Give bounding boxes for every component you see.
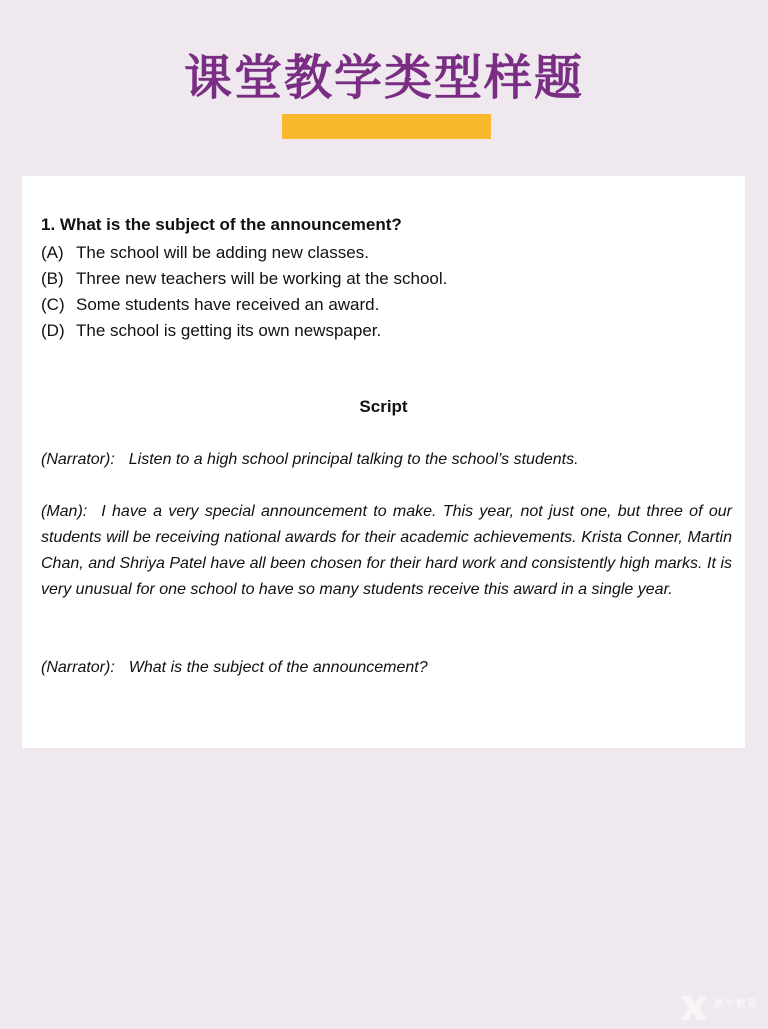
option-text: The school will be adding new classes.: [76, 243, 369, 262]
script-heading: Script: [359, 397, 408, 416]
logo-text: 犀牛教育: [714, 999, 758, 1010]
speaker-label: (Man):: [41, 503, 88, 520]
script-text: What is the subject of the announcement?: [128, 659, 428, 676]
option-a: [41, 240, 447, 266]
option-key: (C): [41, 295, 65, 314]
option-c: [41, 292, 447, 318]
option-text: Three new teachers will be working at the school.: [76, 269, 448, 288]
content-card: [22, 176, 745, 748]
option-text: The school is getting its own newspaper.: [76, 321, 382, 340]
option-d: [41, 318, 447, 344]
option-text: Some students have received an award.: [76, 295, 380, 314]
question-text: 1. What is the subject of the announcement?: [41, 215, 402, 234]
answer-options: [41, 240, 447, 344]
script-line-man: [41, 499, 732, 603]
script-line-narrator-intro: [41, 447, 732, 473]
watermark-logo: [676, 990, 768, 1024]
speaker-label: (Narrator):: [41, 659, 115, 676]
option-b: [41, 266, 447, 292]
page-title: 课堂教学类型样题: [183, 50, 584, 106]
speaker-label: (Narrator):: [41, 451, 115, 468]
option-key: (B): [41, 269, 64, 288]
script-text: Listen to a high school principal talking to the school’s students.: [128, 451, 579, 468]
script-text: I have a very special announcement to make. This year, not just one, but three of our students will be receiving national awards for their academic achievements. Krista Conner, Martin Chan, and Shriya Patel have all been chosen for their hard work and consistently high marks. It is very unusual for one school to have so many students receive this award in a single year.: [41, 503, 732, 598]
option-key: (D): [41, 321, 65, 340]
script-line-narrator-question: [41, 655, 732, 681]
x-logo-icon: [676, 990, 710, 1024]
option-key: (A): [41, 243, 64, 262]
title-underline-bar: [282, 114, 491, 139]
